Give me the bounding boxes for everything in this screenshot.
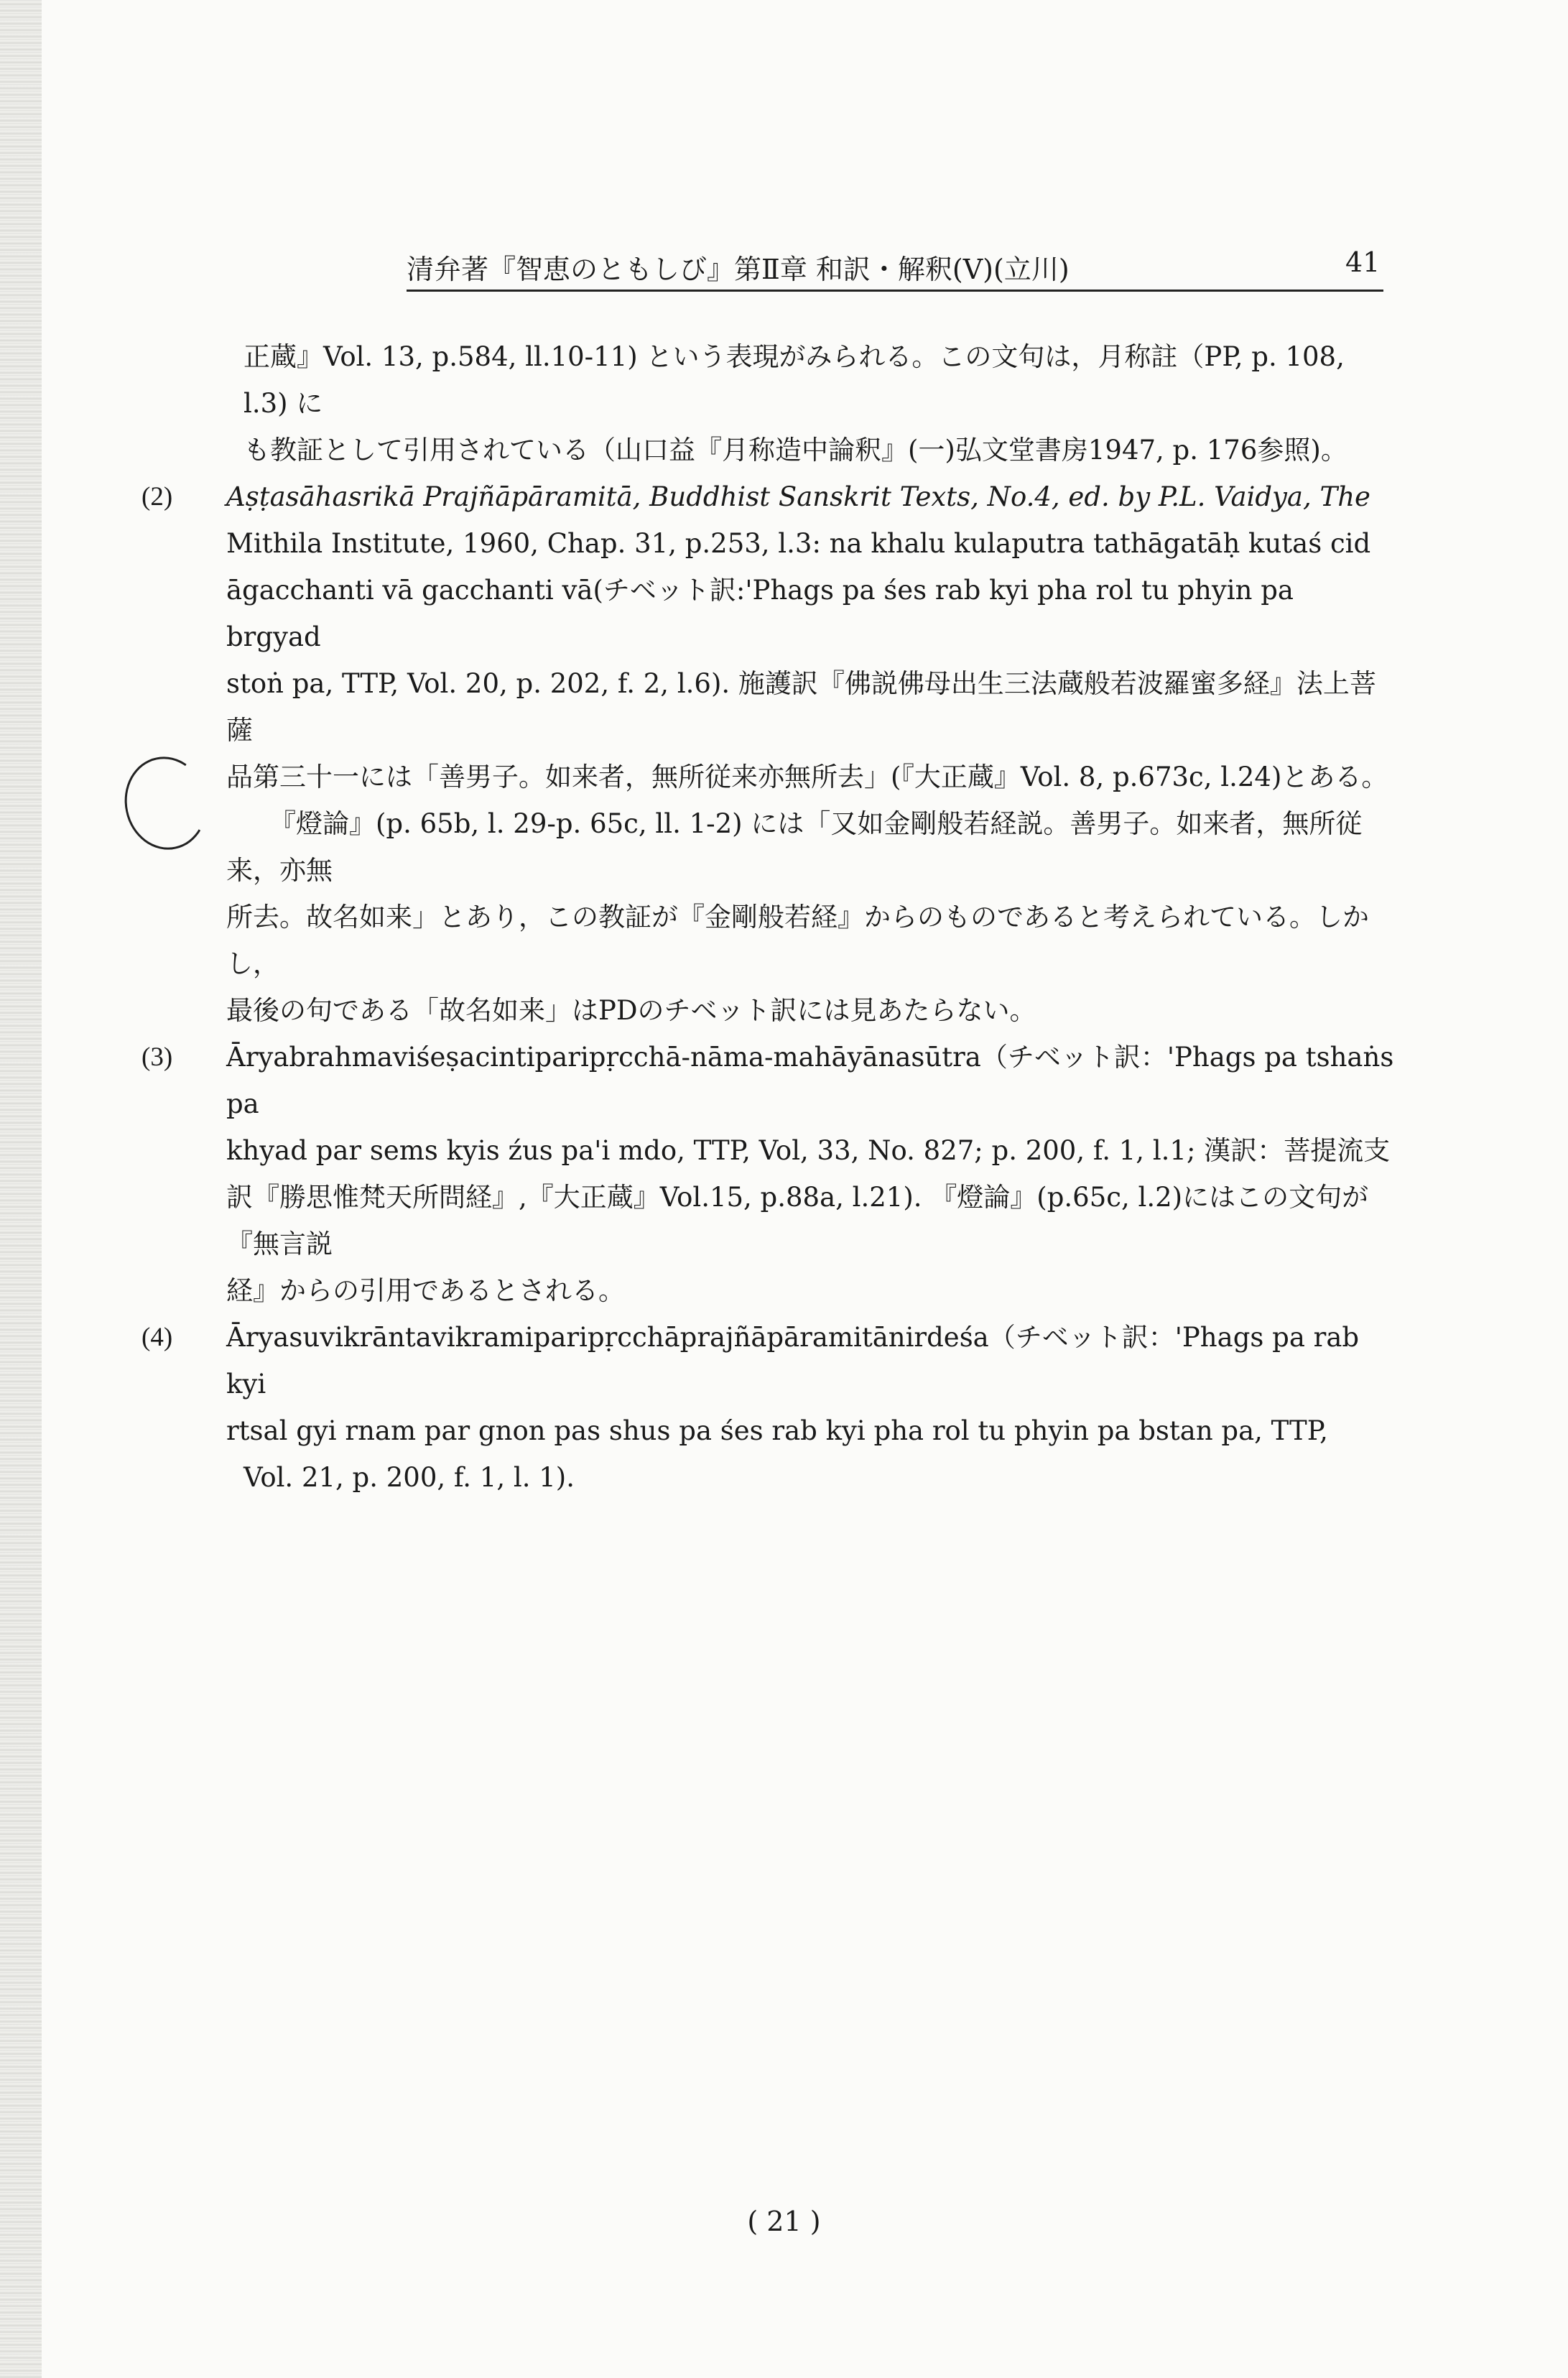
- text-line: も教証として引用されている（山口益『月称造中論釈』(一)弘文堂書房1947, p. 176参照)。: [243, 435, 1347, 466]
- scan-edge-shadow: [0, 0, 42, 2378]
- text-line: Mithila Institute, 1960, Chap. 31, p.253, l.3: na khalu kulaputra tathāgatāḥ kutaś cid: [226, 528, 1371, 559]
- text-line: stoṅ pa, TTP, Vol. 20, p. 202, f. 2, l.6). 施護訳『佛説佛母出生三法蔵般若波羅蜜多経』法上菩薩: [226, 668, 1376, 746]
- note-3: [142, 1034, 1396, 1314]
- note-number: (2): [142, 482, 173, 512]
- text-line: rtsal gyi rnam par gnon pas shus pa śes rab kyi pha rol tu phyin pa bstan pa, TTP,: [226, 1415, 1328, 1446]
- text-line: Āryasuvikrāntavikramiparipṛcchāprajñāpāramitānirdeśa（チベット訳：'Phags pa rab kyi: [226, 1322, 1360, 1399]
- text-line: 訳『勝思惟梵天所問経』,『大正蔵』Vol.15, p.88a, l.21). 『燈論』(p.65c, l.2)にはこの文句が『無言説: [226, 1182, 1369, 1259]
- text-line: 所去。故名如来」とあり，この教証が『金剛般若経』からのものであると考えられている。しかし，: [226, 902, 1369, 979]
- note-4: [142, 1314, 1396, 1501]
- text-line: 経』からの引用であるとされる。: [226, 1275, 625, 1306]
- text-line: āgacchanti vā gacchanti vā(チベット訳:'Phags pa śes rab kyi pha rol tu phyin pa brgyad: [226, 575, 1294, 652]
- text-line: khyad par sems kyis źus pa'i mdo, TTP, Vol, 33, No. 827; p. 200, f. 1, l.1; 漢訳：菩提流支: [226, 1135, 1391, 1166]
- text-line: 最後の句である「故名如来」はPDのチベット訳には見あたらない。: [226, 995, 1036, 1026]
- note-continuation: [226, 333, 1396, 473]
- running-header: [407, 254, 1383, 292]
- text-line: Āryabrahmaviśeṣacintiparipṛcchā-nāma-mahāyānasūtra（チベット訳：'Phags pa tshaṅs pa: [226, 1042, 1394, 1119]
- running-title: 清弁著『智恵のともしび』第Ⅱ章 和訳・解釈(Ⅴ)(立川): [407, 254, 1070, 285]
- text-line: 正蔵』Vol. 13, p.584, ll.10-11) という表現がみられる。この文句は，月称註（PP, p. 108, l.3) に: [243, 341, 1345, 419]
- text-line: 『燈論』(p. 65b, l. 29-p. 65c, ll. 1-2) には「又如金剛般若経説。善男子。如来者，無所従来，亦無: [226, 808, 1363, 886]
- page-number: 41: [1345, 246, 1381, 278]
- note-number: (3): [142, 1042, 173, 1072]
- page-footer: [0, 2206, 1568, 2237]
- text-line: Vol. 21, p. 200, f. 1, l. 1).: [243, 1462, 575, 1493]
- text-line: Aṣṭasāhasrikā Prajñāpāramitā, Buddhist Sanskrit Texts, No.4, ed. by P.L. Vaidya, The: [226, 481, 1370, 512]
- notes-body: [142, 333, 1396, 1501]
- note-number: (4): [142, 1323, 173, 1352]
- text-line: 品第三十一には「善男子。如来者，無所従来亦無所去」(『大正蔵』Vol. 8, p.673c, l.24)とある。: [226, 762, 1388, 792]
- note-2: [142, 473, 1396, 1034]
- handwritten-circle-mark: [116, 749, 216, 858]
- footer-page-label: ( 21 ): [747, 2206, 821, 2237]
